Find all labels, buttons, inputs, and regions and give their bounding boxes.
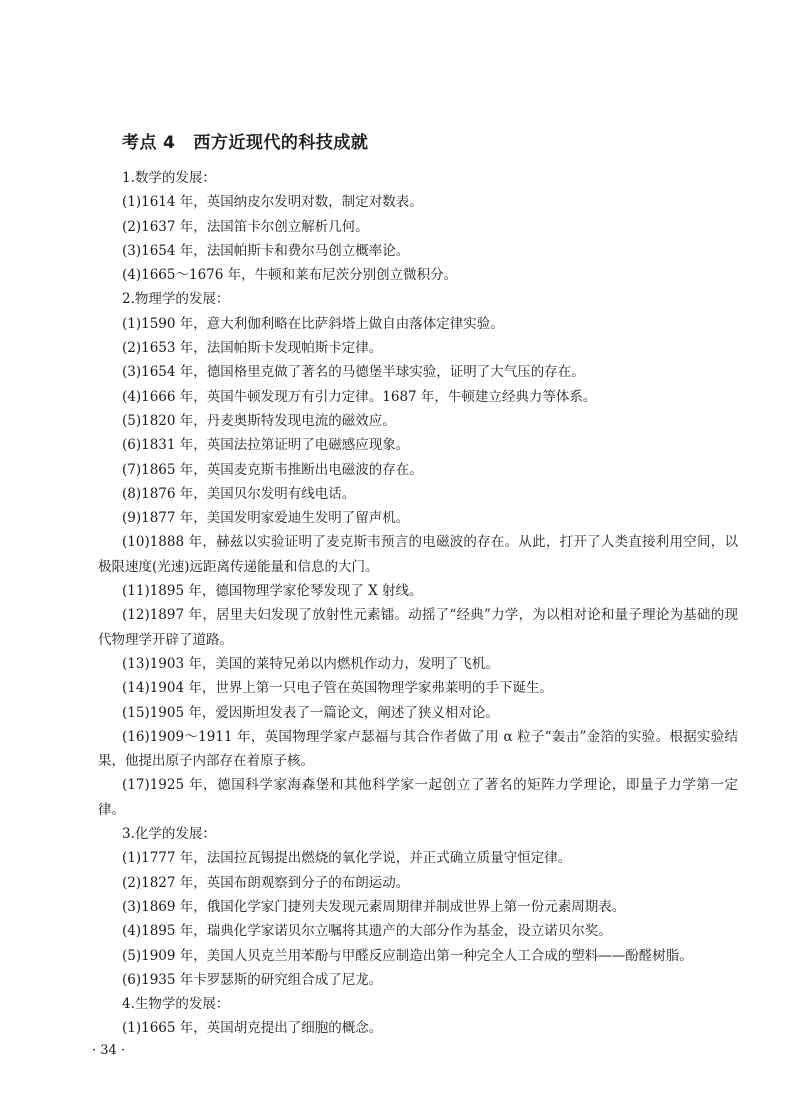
list-item: (4)1666 年，英国牛顿发现万有引力定律。1687 年，牛顿建立经典力等体系。 (122, 388, 597, 405)
list-item: (1)1777 年，法国拉瓦锡提出燃烧的氧化学说，并正式确立质量守恒定律。 (122, 850, 572, 867)
list-item: (3)1654 年，法国帕斯卡和费尔马创立概率论。 (122, 242, 410, 259)
list-item: (9)1877 年，美国发明家爱迪生发明了留声机。 (122, 510, 410, 527)
list-item: (1)1614 年，英国纳皮尔发明对数，制定对数表。 (122, 194, 423, 211)
list-item: (4)1895 年，瑞典化学家诺贝尔立嘱将其遗产的大部分作为基金，设立诺贝尔奖。 (122, 923, 612, 940)
list-item: (10)1888 年，赫兹以实验证明了麦克斯韦预言的电磁波的存在。从此，打开了人类直接利用空间，以极限速度(光速)远距离传递能量和信息的大门。 (98, 534, 738, 575)
list-item: (6)1831 年，英国法拉第证明了电磁感应现象。 (122, 437, 410, 454)
list-item: (6)1935 年卡罗瑟斯的研究组合成了尼龙。 (122, 971, 383, 988)
section-title-text: 西方近现代的科技成就 (193, 133, 369, 153)
section-content (98, 166, 738, 1041)
list-item: (1)1665 年，英国胡克提出了细胞的概念。 (122, 1020, 383, 1037)
list-item: (11)1895 年，德国物理学家伦琴发现了 X 射线。 (122, 583, 423, 600)
list-item: (3)1654 年，德国格里克做了著名的马德堡半球实验，证明了大气压的存在。 (122, 364, 585, 381)
list-item: (12)1897 年，居里夫妇发现了放射性元素镭。动摇了“经典”力学，为以相对论和量子理论为基础的现代物理学开辟了道路。 (98, 607, 738, 648)
subheading-physics: 2.物理学的发展： (122, 291, 230, 308)
list-item: (2)1827 年，英国布朗观察到分子的布朗运动。 (122, 874, 410, 891)
page-number: · 34 · (92, 1043, 126, 1058)
list-item: (3)1869 年，俄国化学家门捷列夫发现元素周期律并制成世界上第一份元素周期表。 (122, 898, 626, 915)
list-item: (16)1909～1911 年，英国物理学家卢瑟福与其合作者做了用 α 粒子“轰击”金箔的实验。根据实验结果，他提出原子内部存在着原子核。 (98, 728, 738, 770)
list-item: (17)1925 年，德国科学家海森堡和其他科学家一起创立了著名的矩阵力学理论，即量子力学第一定律。 (98, 777, 738, 818)
list-item: (2)1637 年，法国笛卡尔创立解析几何。 (122, 218, 369, 235)
list-item: (7)1865 年，英国麦克斯韦推断出电磁波的存在。 (122, 461, 423, 478)
list-item: (14)1904 年，世界上第一只电子管在英国物理学家弗莱明的手下诞生。 (122, 680, 553, 697)
list-item: (13)1903 年，美国的莱特兄弟以内燃机作动力，发明了飞机。 (122, 655, 499, 672)
subheading-chemistry: 3.化学的发展： (122, 826, 216, 843)
list-item: (1)1590 年，意大利伽利略在比萨斜塔上做自由落体定律实验。 (122, 315, 504, 332)
list-item: (5)1909 年，美国人贝克兰用苯酚与甲醛反应制造出第一种完全人工合成的塑料——酚醛树脂。 (122, 947, 693, 964)
section-title-prefix: 考点 (122, 133, 157, 153)
list-item: (15)1905 年，爱因斯坦发表了一篇论文，阐述了狭义相对论。 (122, 704, 499, 721)
list-item: (8)1876 年，美国贝尔发明有线电话。 (122, 485, 356, 502)
list-item: (4)1665～1676 年，牛顿和莱布尼茨分别创立微积分。 (122, 267, 458, 284)
list-item: (2)1653 年，法国帕斯卡发现帕斯卡定律。 (122, 340, 383, 357)
subheading-biology: 4.生物学的发展： (122, 996, 230, 1013)
section-title-number: 4 (163, 133, 176, 153)
section-title (122, 128, 368, 153)
list-item: (5)1820 年，丹麦奥斯特发现电流的磁效应。 (122, 412, 396, 429)
subheading-math: 1.数学的发展： (122, 170, 216, 186)
